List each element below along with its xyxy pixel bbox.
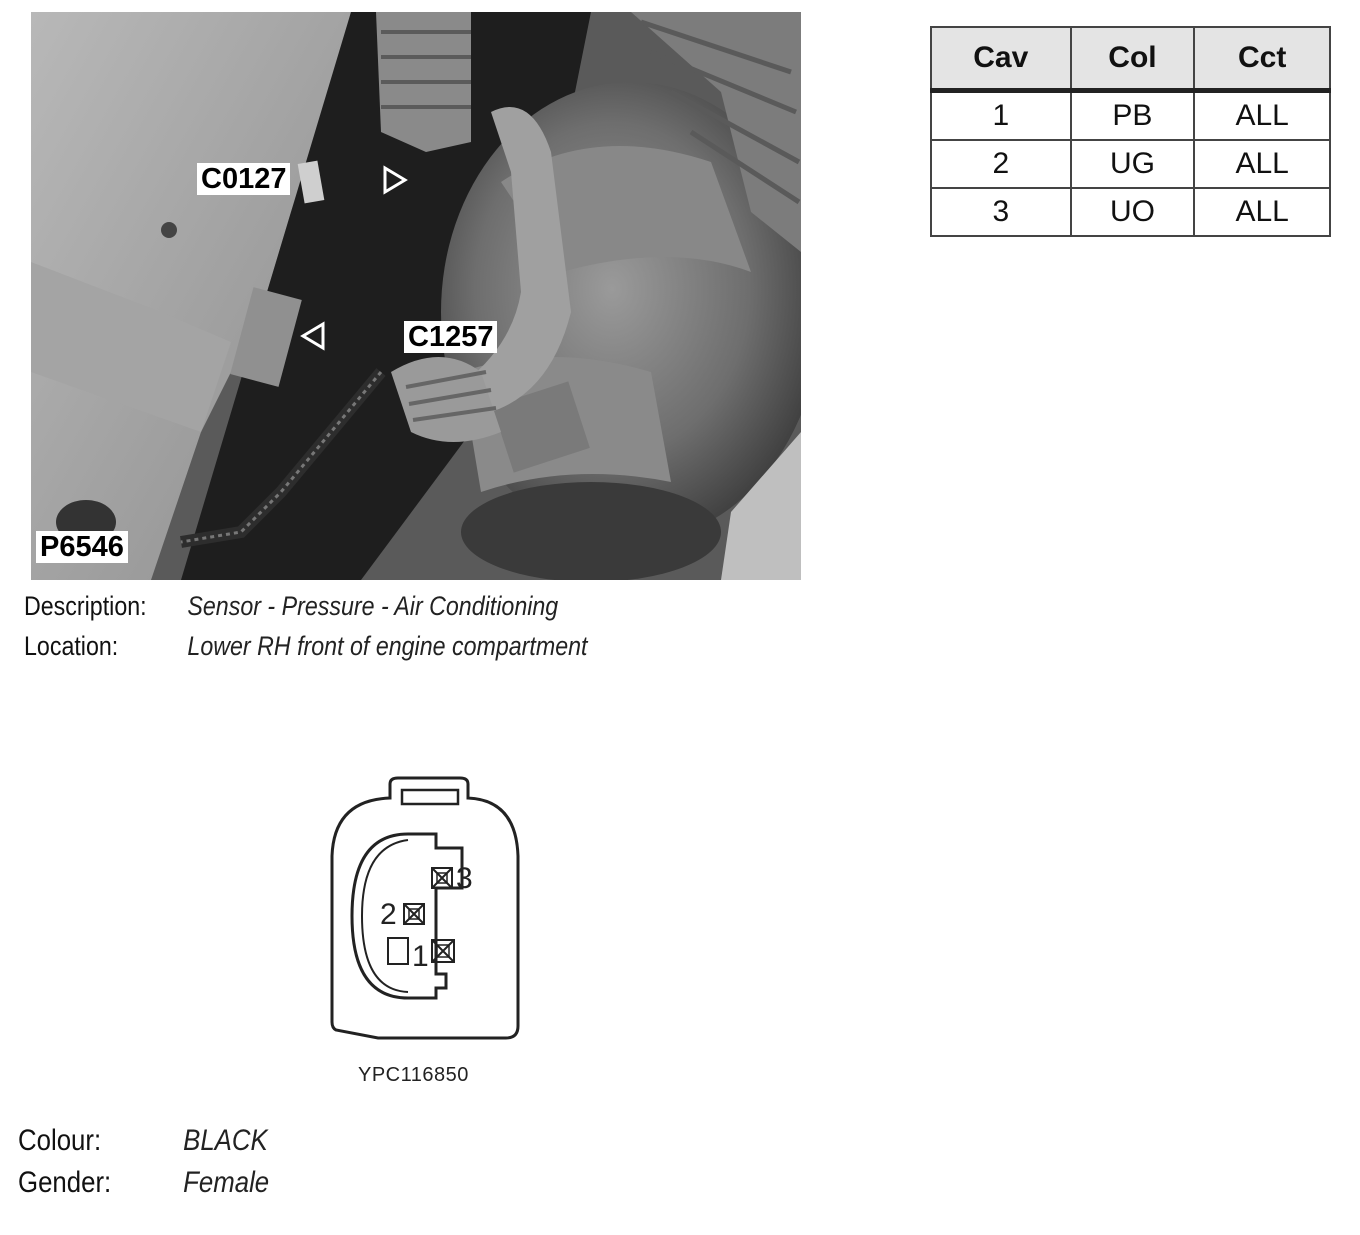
photo-illustration [31, 12, 801, 580]
colour-label: Colour: [18, 1124, 102, 1157]
connector-outline-icon [328, 776, 528, 1046]
pin-label-3: 3 [456, 862, 473, 895]
description-value: Sensor - Pressure - Air Conditioning [187, 591, 559, 621]
cct-cell: ALL [1194, 140, 1330, 188]
location-label: Location: [24, 631, 119, 661]
component-description [24, 586, 588, 666]
table-row [931, 91, 1330, 141]
pin-label-1: 1 [412, 940, 429, 973]
header-col: Col [1071, 27, 1195, 91]
header-cct: Cct [1194, 27, 1330, 91]
table-row [931, 140, 1330, 188]
cct-cell: ALL [1194, 91, 1330, 141]
callout-c1257: C1257 [404, 321, 497, 353]
description-row [24, 586, 588, 626]
cav-cell: 1 [931, 91, 1071, 141]
engine-compartment-photo [31, 12, 801, 580]
blank-cavity-icon [388, 938, 408, 964]
pin-label-2: 2 [380, 898, 397, 931]
callout-p6546: P6546 [36, 531, 128, 563]
gender-row [18, 1162, 269, 1204]
table-row [931, 188, 1330, 236]
header-cav: Cav [931, 27, 1071, 91]
cav-cell: 2 [931, 140, 1071, 188]
location-row [24, 626, 588, 666]
cav-cell: 3 [931, 188, 1071, 236]
colour-row [18, 1120, 269, 1162]
col-cell: UO [1071, 188, 1195, 236]
connector-face-diagram [328, 776, 528, 1051]
gender-label: Gender: [18, 1166, 112, 1199]
connector-part-number: YPC116850 [358, 1064, 469, 1086]
gender-value: Female [183, 1166, 270, 1199]
cavity-3-icon [432, 868, 452, 888]
description-label: Description: [24, 591, 147, 621]
callout-c0127: C0127 [197, 163, 290, 195]
colour-value: BLACK [183, 1124, 268, 1157]
location-value: Lower RH front of engine compartment [187, 631, 588, 661]
pinout-table [930, 26, 1331, 237]
cavity-2-icon [404, 904, 424, 924]
col-cell: PB [1071, 91, 1195, 141]
table-header-row [931, 27, 1330, 91]
cct-cell: ALL [1194, 188, 1330, 236]
connector-info [18, 1120, 269, 1204]
col-cell: UG [1071, 140, 1195, 188]
